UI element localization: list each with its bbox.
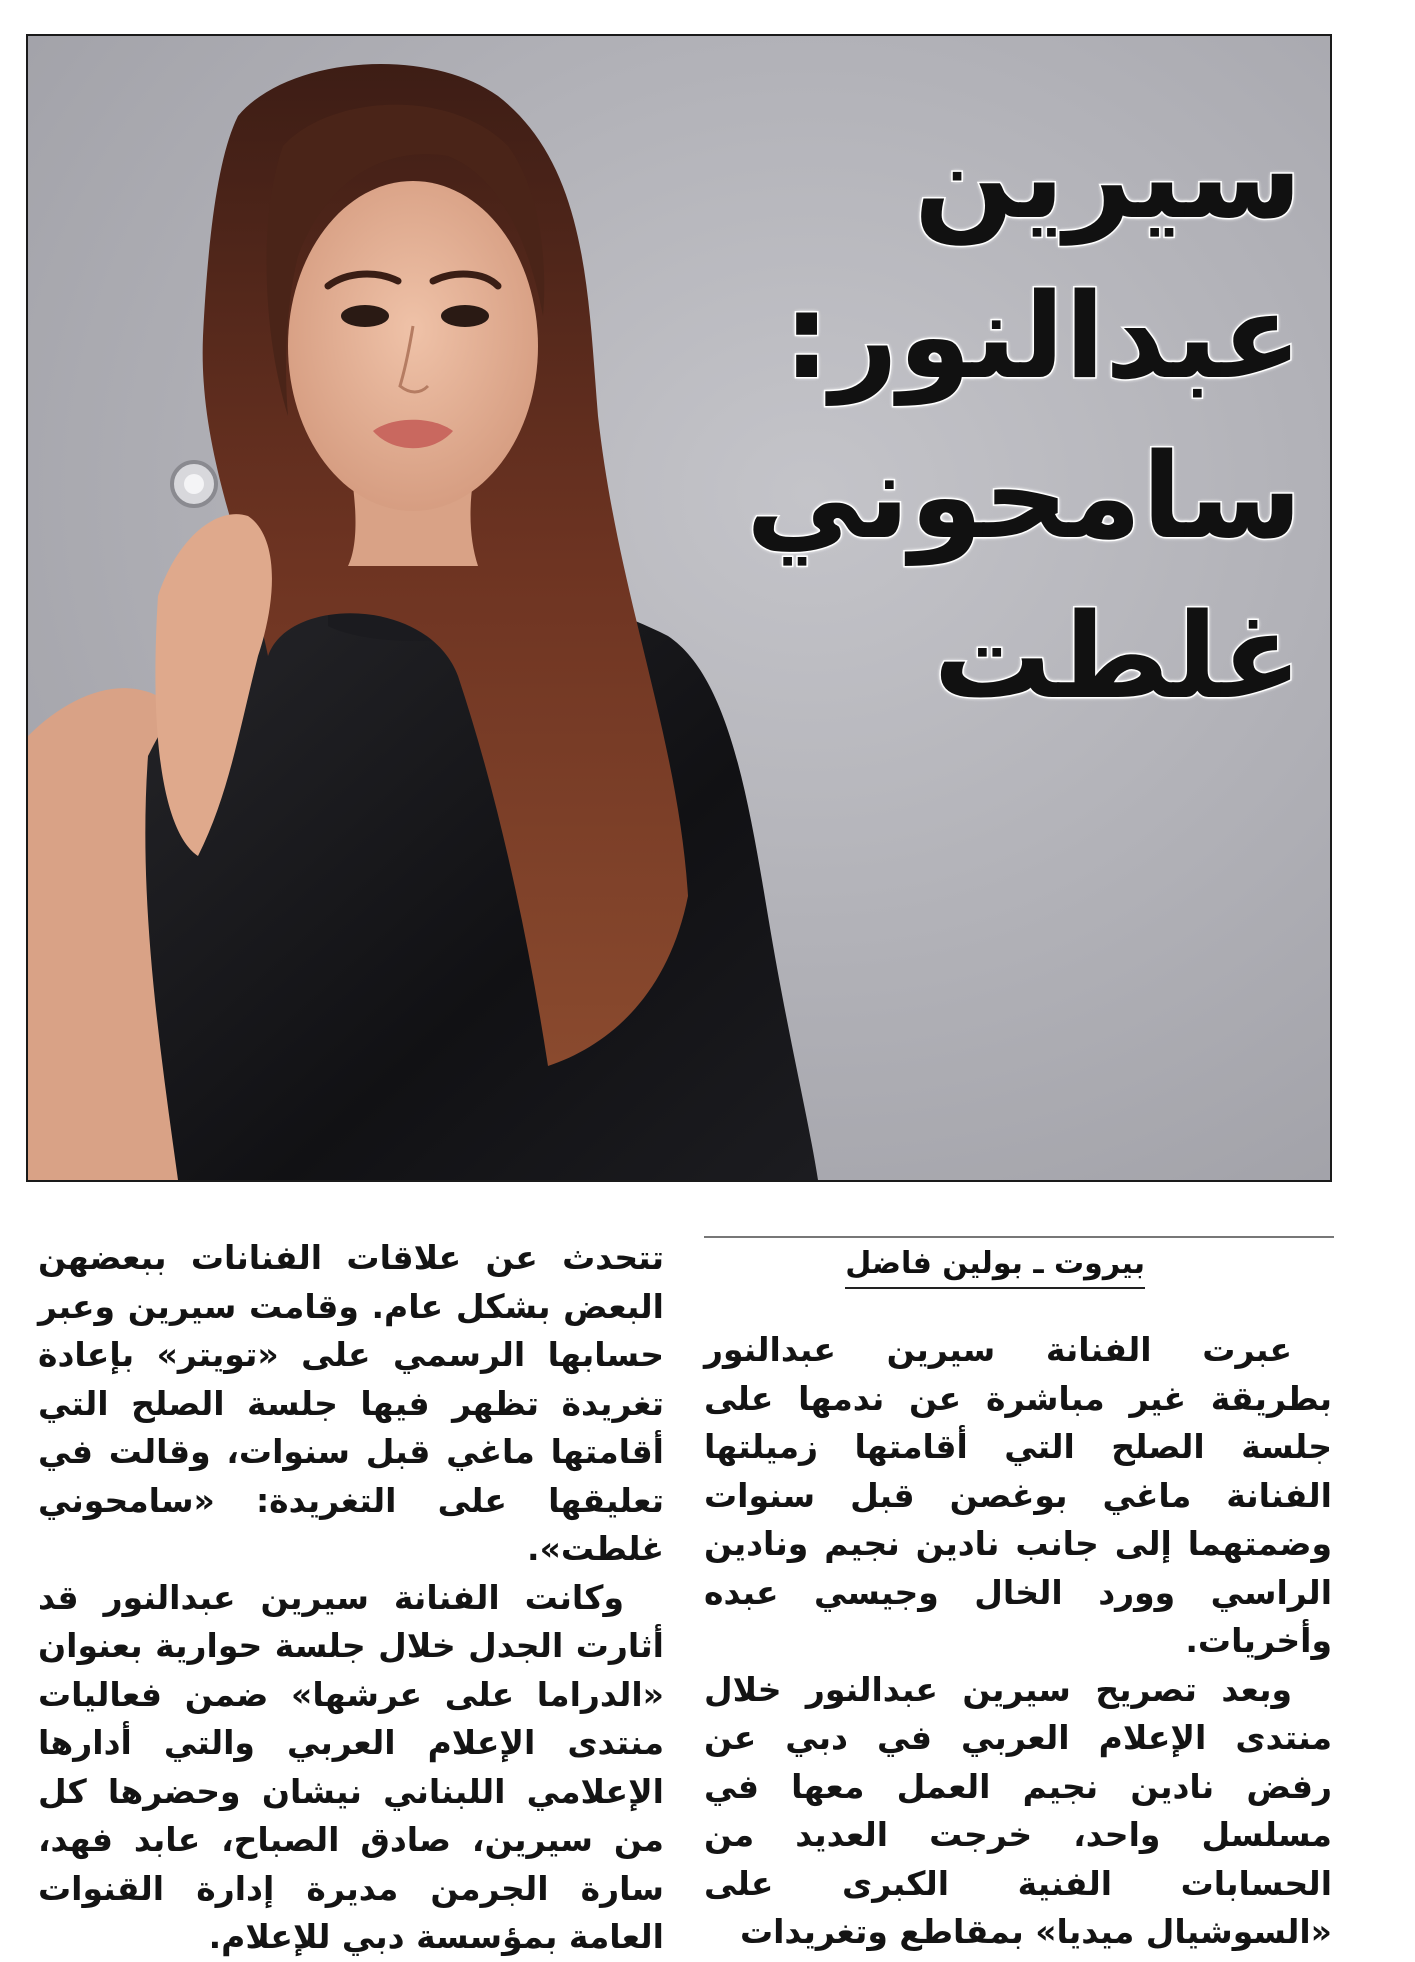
article-photo (26, 34, 1332, 1182)
article-column-left (38, 1234, 664, 1962)
paragraph: عبرت الفنانة سيرين عبدالنور بطريقة غير مباشرة عن ندمها على جلسة الصلح التي أقامتها زميلتها الفنانة ماغي بوغصن قبل سنوات وضمتهما إلى جانب نادين نجيم ونادين الراسي وورد الخال وجيسي عبده وأخريات. (704, 1330, 1332, 1660)
byline: بيروت ـ بولين فاضل (845, 1246, 1145, 1289)
face-shape (288, 181, 538, 511)
eye-right (441, 305, 489, 327)
headline-line-2: سامحوني غلطت (745, 427, 1302, 725)
article-column-right (704, 1326, 1332, 1957)
byline-divider (704, 1236, 1334, 1238)
paragraph: وبعد تصريح سيرين عبدالنور خلال منتدى الإعلام العربي في دبي عن رفض نادين نجيم العمل معها في مسلسل واحد، خرجت العديد من الحسابات الفنية الكبرى على «السوشيال ميديا» بمقاطع وتغريدات (704, 1669, 1332, 1951)
headline-line-1: سيرين عبدالنور: (783, 107, 1302, 405)
paragraph: تتحدث عن علاقات الفنانات ببعضهن البعض بشكل عام. وقامت سيرين وعبر حسابها الرسمي على «تويتر» بإعادة تغريدة تظهر فيها جلسة الصلح التي أقامتها ماغي قبل سنوات، وقالت في تعليقها على التغريدة: «سامحوني غلطت». (38, 1238, 664, 1568)
headline (542, 96, 1302, 736)
paragraph: وكانت الفنانة سيرين عبدالنور قد أثارت الجدل خلال جلسة حوارية بعنوان «الدراما على عرشها» ضمن فعاليات منتدى الإعلام العربي والتي أدارها الإعلامي اللبناني نيشان وحضرها كل من سيرين، صادق الصباح، عابد فهد، سارة الجرمن مديرة إدارة القنوات العامة بمؤسسة دبي للإعلام. (38, 1577, 664, 1956)
eye-left (341, 305, 389, 327)
